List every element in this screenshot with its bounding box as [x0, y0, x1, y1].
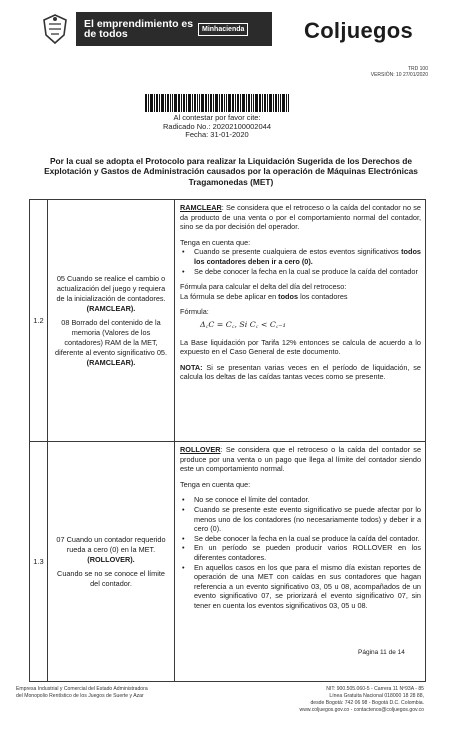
slogan-text: El emprendimiento es de todos — [84, 18, 194, 40]
ministry-logo: Minhacienda — [198, 23, 248, 36]
base-text: La Base liquidación por Tarifa 12% entonces se calcula de acuerdo a lo expuesto en el Caso General de este documento. — [180, 337, 421, 357]
nota-text: Si se presentan varias veces en el período de liquidación, se calcula los deltas de las caídas tantas veces como se presente. — [180, 362, 421, 382]
row-number: 1.3 — [30, 442, 48, 682]
nota-label: NOTA: — [180, 362, 203, 372]
note-heading: Tenga en cuenta que: — [180, 479, 251, 489]
list-item: • En aquellos casos en los que para el mismo día existan reportes de operación de una MET con caídas en sus contadores que hagan referencia a un evento significativo 03, 05 u 08, acompañados de un evento significativo 07, se priorizará el evento significativo 07, sin tener en cuenta los eventos significativos 03, 05 u 08. — [180, 563, 421, 611]
event-cell — [48, 442, 175, 682]
government-banner — [76, 12, 272, 46]
table-row — [30, 200, 426, 442]
row-number: 1.2 — [30, 200, 48, 442]
document-title: Por la cual se adopta el Protocolo para realizar la Liquidación Sugerida de los Derechos de Explotación y Gastos de Administración causados por la operación de Máquinas Electrónicas Tragamonedas (MET) — [44, 156, 418, 187]
description-cell — [175, 442, 426, 682]
term-rollover: ROLLOVER — [180, 445, 221, 454]
note-list — [180, 247, 421, 276]
coljuegos-logo: Coljuegos — [304, 18, 414, 43]
term-definition: : Se considera que el retroceso o la caída del contador no se da producto de una venta o por el comportamiento normal del contador, sino se da por decisión del operador. — [180, 203, 421, 232]
event-tag: (RAMCLEAR). — [86, 357, 136, 367]
events-table — [29, 199, 426, 682]
event-description: 08 Borrado del contenido de la memoria (Valores de los contadores) RAM de la MET, diferente al evento significativo 05. — [55, 317, 167, 357]
event-description: Cuando se no se conoce el límite del contador. — [57, 568, 165, 588]
term-ramclear: RAMCLEAR — [180, 203, 222, 212]
radicado-cite: Al contestar por favor cite: — [173, 113, 261, 122]
colombia-seal-icon — [40, 13, 70, 45]
formula: Δ꜀C = C꜀, Si C꜀ < C꜀₋₁ — [200, 319, 286, 329]
event-description: 05 Cuando se realice el cambio o actualización del juego y requiera de la inicialización de contadores. — [56, 273, 166, 303]
list-item: • Cuando se presente cualquiera de estos eventos significativos todos los contadores deben ir a cero (0). — [180, 247, 421, 266]
list-item: • No se conoce el límite del contador. — [180, 495, 421, 505]
list-item: • Se debe conocer la fecha en la cual se produce la caída del contador. — [180, 534, 421, 544]
note-heading: Tenga en cuenta que: — [180, 237, 251, 247]
description-cell: RAMCLEAR: Se considera que el retroceso o la caída del contador no se da producto de una venta o por el comportamiento normal del contador, sino se da por decisión del operador. Tenga en cuenta que: • Cuando se presente cualquiera de estos eventos significativos todos los contadores deben ir a cero (0). • Se debe conocer la fecha en la cual se produce la caída del contador Fórmula para calcular el delta del día del retroceso: La fórmula se debe aplicar en todos los contadores Fórmula: Δ꜀C = C꜀, Si C꜀ < C꜀₋₁ La Base liquidación por Tarifa 12% entonces se calcula de acuerdo a lo expuesto en el Caso General de este documento. NOTA: Si se presentan varias veces en el período de liquidación, se calcula los deltas de las caídas tantas veces como se presente. — [175, 200, 426, 442]
page-number: Página 11 de 14 — [358, 649, 405, 656]
list-item: • En un período se pueden producir varios ROLLOVER en los diferentes contadores. — [180, 543, 421, 562]
term-definition: : Se considera que el retroceso o la caída del contador se produce por una venta o un pago que llega al límite del contador siendo este un comportamiento normal. — [180, 445, 421, 474]
formula-intro: Fórmula para calcular el delta del día del retroceso: — [180, 282, 347, 292]
footer-contact: NIT: 900.505.060-5 - Carrera 11 Nº93A - 85 Línea Gratuita Nacional 018000 18 28 88, desde Bogotá: 742 06 98 - Bogotá D.C. Colombia. www.coljuegos.gov.co - contactenos@coljuegos.gov.co — [224, 686, 424, 714]
radicado-date: Fecha: 31-01-2020 — [185, 130, 249, 139]
event-tag: (ROLLOVER). — [87, 554, 135, 564]
trd-block — [371, 66, 428, 78]
header-banner — [40, 12, 272, 46]
footer-links: www.coljuegos.gov.co - contactenos@coljuegos.gov.co — [299, 706, 424, 713]
radicado-number: Radicado No.: 20202100002044 — [162, 121, 271, 131]
event-cell — [48, 200, 175, 442]
event-tag: (RAMCLEAR). — [86, 303, 136, 313]
list-item: • Se debe conocer la fecha en la cual se produce la caída del contador — [180, 267, 421, 277]
barcode-icon — [145, 94, 289, 112]
trd-version: VERSIÓN: 10 27/01/2020 — [370, 72, 428, 78]
radicado-block — [100, 114, 334, 140]
event-description: 07 Cuando un contador requerido rueda a cero (0) en la MET. — [56, 534, 166, 554]
formula-label: Fórmula: — [180, 307, 209, 317]
footer-left: Empresa Industrial y Comercial del Estado Administradora del Monopolio Rentístico de los Juegos de Suerte y Azar — [16, 686, 148, 699]
note-list — [180, 495, 421, 610]
list-item: • Cuando se presente este evento significativo se puede afectar por lo menos uno de los contadores (no necesariamente todos) y deber ir a cero (0). — [180, 505, 421, 534]
table-row — [30, 442, 426, 682]
trd-code: TRD 100 — [407, 66, 428, 72]
